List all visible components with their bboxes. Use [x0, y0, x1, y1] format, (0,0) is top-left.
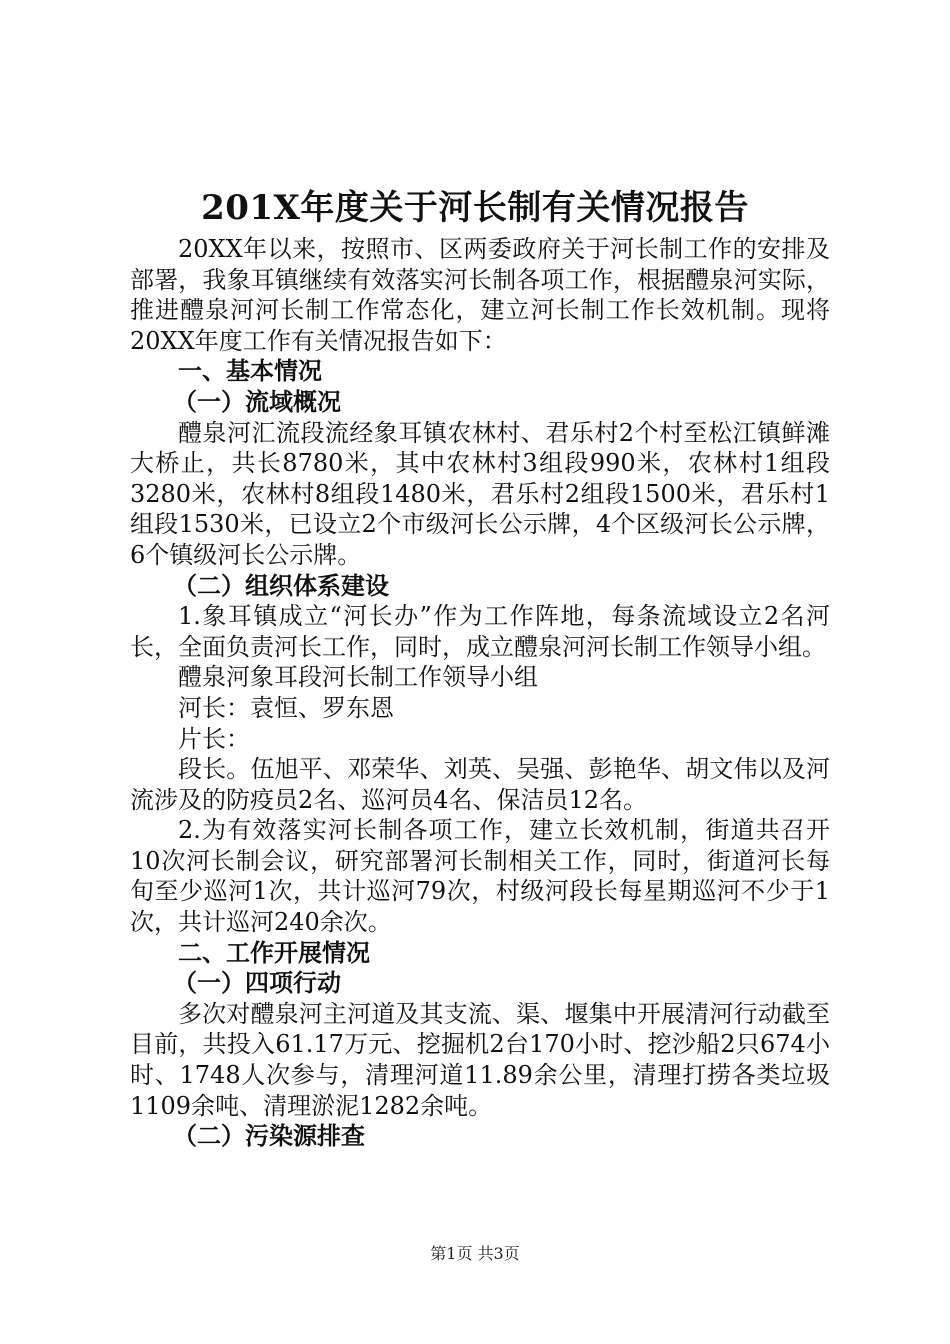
document-body — [130, 234, 830, 1152]
heading-basic-situation: 一、基本情况 — [178, 357, 322, 386]
heading-four-actions: （一）四项行动 — [173, 969, 341, 998]
paragraph-organization-2: 2.为有效落实河长制各项工作，建立长效机制，街道共召开10次河长制会议，研究部署河长制相关工作，同时，街道河长每旬至少巡河1次，共计巡河79次，村级河段长每星期巡河不少于1次，共计巡河240余次。 — [130, 816, 830, 937]
document-title: 201X年度关于河长制有关情况报告 — [201, 188, 749, 228]
heading-work-progress: 二、工作开展情况 — [178, 938, 370, 967]
paragraph-area-chief: 片长： — [178, 724, 250, 753]
heading-organization: （二）组织体系建设 — [173, 571, 389, 600]
paragraph-basin-overview: 醴泉河汇流段流经象耳镇农林村、君乐村2个村至松江镇鲜滩大桥止，共长8780米，其中农林村3组段990米，农林村1组段3280米，农林村8组段1480米，君乐村2组段1500米，君乐村1组段1530米，已设立2个市级河长公示牌，4个区级河长公示牌，6个镇级河长公示牌。 — [130, 418, 830, 569]
paragraph-section-chief: 段长。伍旭平、邓荣华、刘英、吴强、彭艳华、胡文伟以及河流涉及的防疫员2名、巡河员4名、保洁员12名。 — [130, 755, 830, 814]
paragraph-river-chief: 河长：袁恒、罗东恩 — [178, 693, 394, 722]
page-footer: 第1页 共3页 — [430, 1244, 520, 1263]
heading-pollution-sources: （二）污染源排查 — [173, 1122, 365, 1151]
heading-basin-overview: （一）流域概况 — [173, 387, 341, 416]
paragraph-leading-group: 醴泉河象耳段河长制工作领导小组 — [178, 663, 538, 692]
paragraph-four-actions: 多次对醴泉河主河道及其支流、渠、堰集中开展清河行动截至目前，共投入61.17万元、挖掘机2台170小时、挖沙船2只674小时、1748人次参与，清理河道11.89余公里，清理打捞各类垃圾1109余吨、清理淤泥1282余吨。 — [130, 999, 830, 1120]
paragraph-organization-1: 1.象耳镇成立“河长办”作为工作阵地，每条流域设立2名河长，全面负责河长工作，同时，成立醴泉河河长制工作领导小组。 — [130, 602, 830, 661]
paragraph-intro: 20XX年以来，按照市、区两委政府关于河长制工作的安排及部署，我象耳镇继续有效落实河长制各项工作，根据醴泉河实际，推进醴泉河河长制工作常态化，建立河长制工作长效机制。现将20XX年度工作有关情况报告如下： — [130, 235, 830, 355]
